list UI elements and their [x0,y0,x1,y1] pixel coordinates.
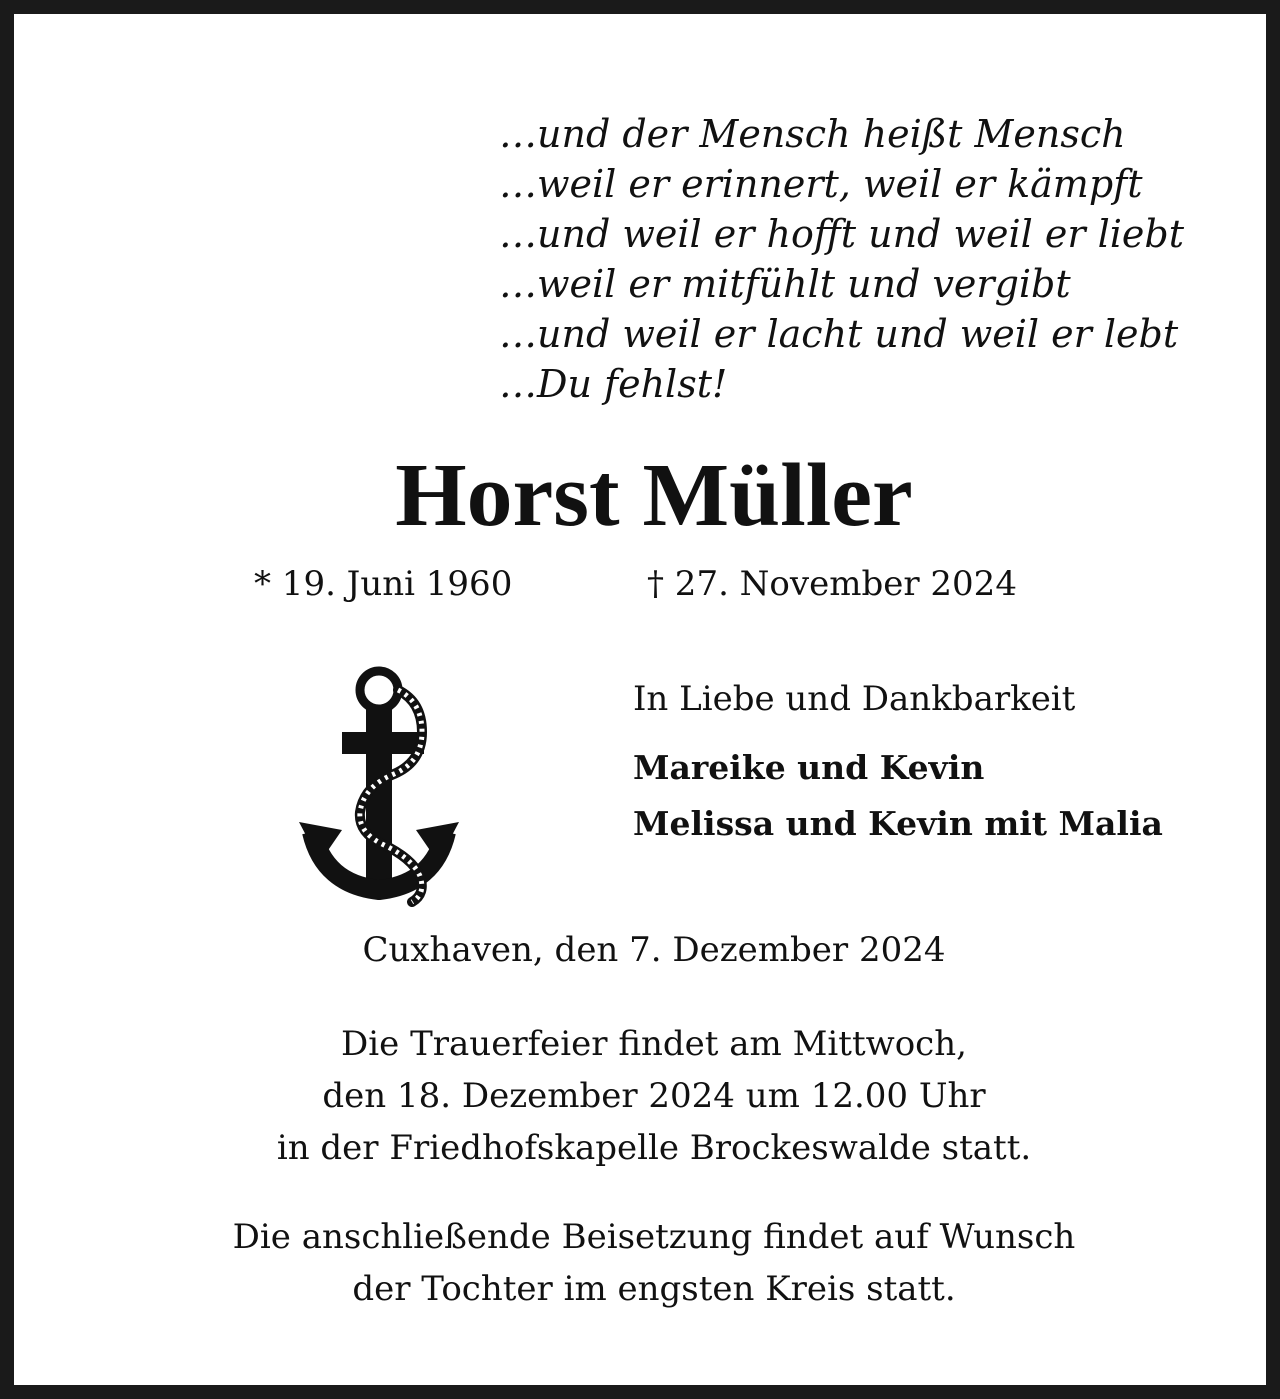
poem-line: …und weil er lacht und weil er lebt [499,312,1179,356]
poem-line: …und weil er hofft und weil er liebt [499,212,1184,256]
burial-info [14,1211,1280,1315]
mourners-intro: In Liebe und Dankbarkeit [633,679,1076,719]
funeral-line: Die Trauerfeier findet am Mittwoch, [341,1024,967,1064]
poem-line: …Du fehlst! [499,362,728,406]
place-and-date [14,924,1280,976]
poem-line: …weil er mitfühlt und vergibt [499,262,1071,306]
poem [499,109,1184,409]
burial-line: Die anschließende Beisetzung findet auf Wunsch [232,1217,1076,1257]
funeral-info [14,1018,1280,1174]
mourners-names [633,740,1163,852]
place-date-line: Cuxhaven, den 7. Dezember 2024 [362,930,946,970]
poem-line: …weil er erinnert, weil er kämpft [499,162,1143,206]
death-date: † 27. November 2024 [647,564,1017,604]
burial-line: der Tochter im engsten Kreis statt. [352,1269,956,1309]
anchor-with-rope-icon [294,662,464,912]
funeral-line: den 18. Dezember 2024 um 12.00 Uhr [322,1076,986,1116]
birth-date: * 19. Juni 1960 [254,564,513,604]
mourner-name: Melissa und Kevin mit Malia [633,804,1163,843]
poem-line: …und der Mensch heißt Mensch [499,112,1126,156]
deceased-name: Horst Müller [395,446,913,545]
mourner-name: Mareike und Kevin [633,748,985,787]
funeral-line: in der Friedhofskapelle Brockeswalde statt. [276,1128,1032,1168]
